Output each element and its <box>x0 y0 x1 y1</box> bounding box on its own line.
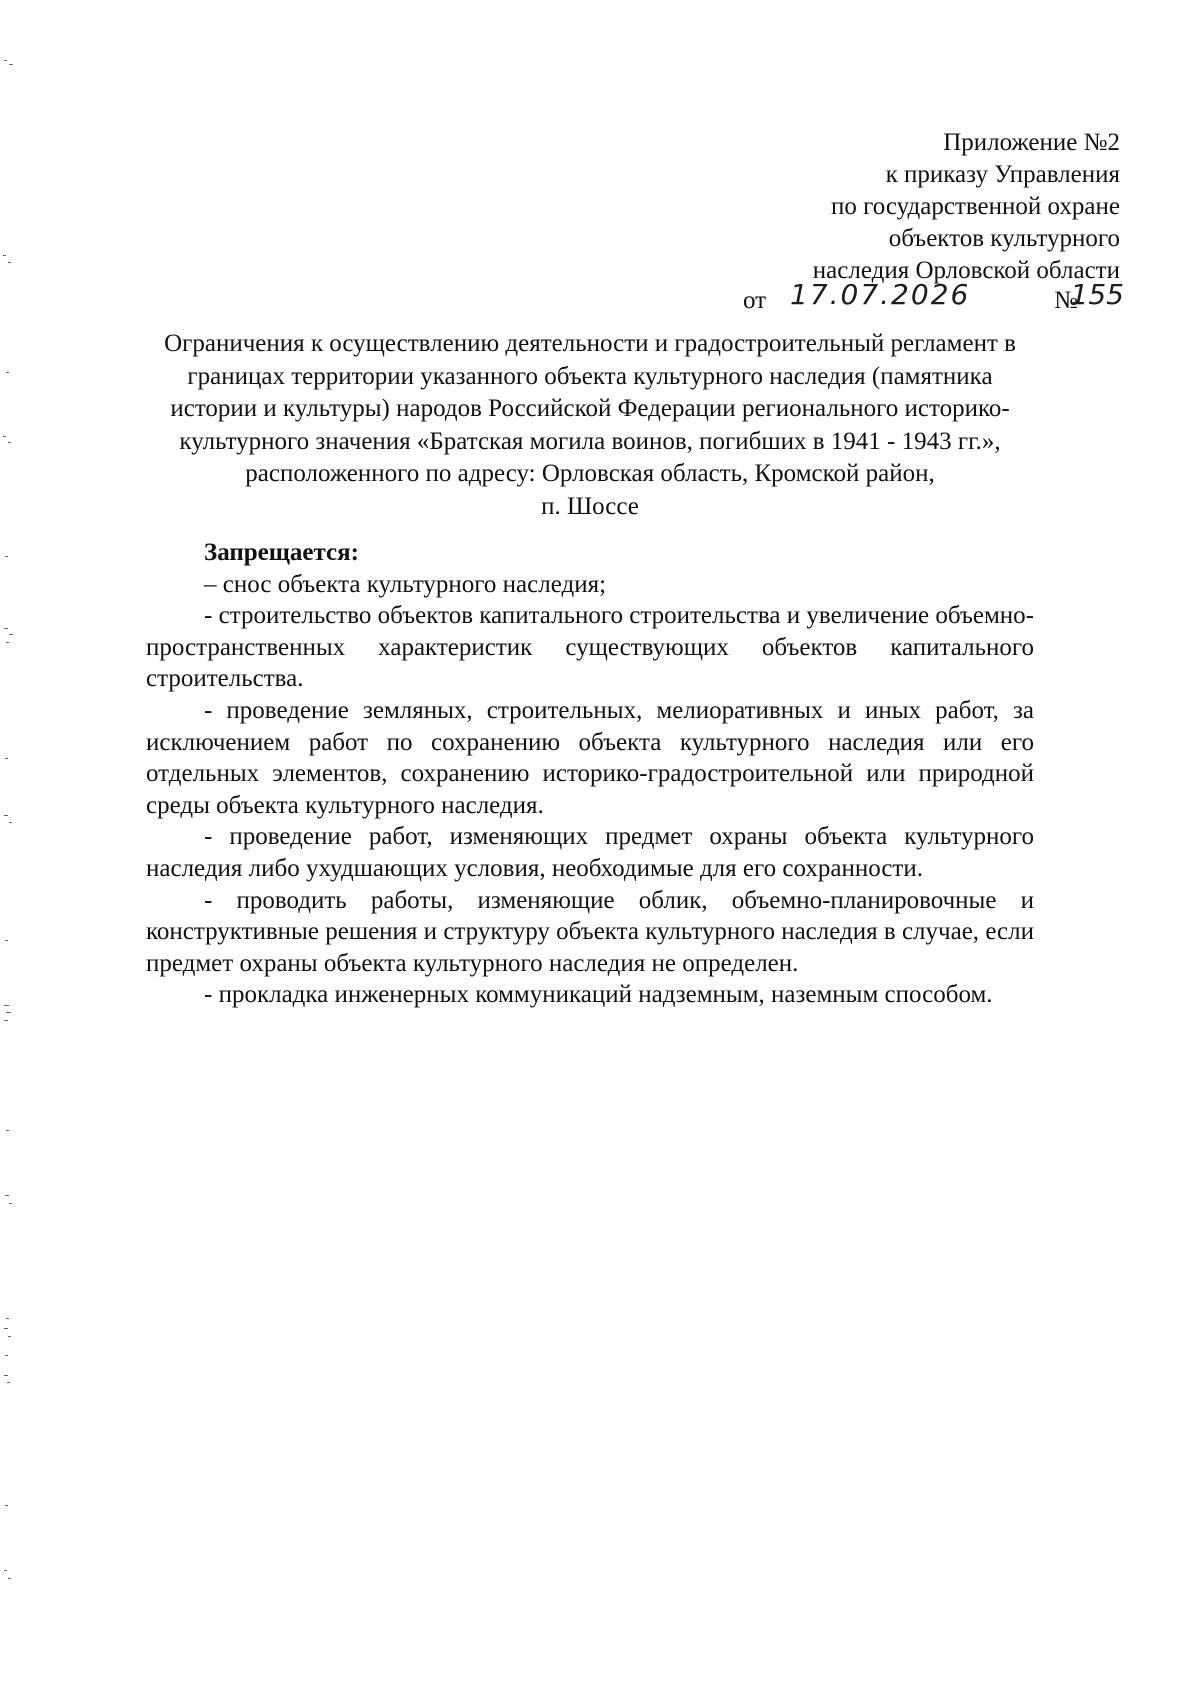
scan-margin-artifacts <box>0 0 22 1697</box>
title-line: культурного значения «Братская могила воинов, погибших в 1941 - 1943 гг.», <box>179 427 1001 455</box>
title-line: Ограничения к осуществлению деятельности и градостроительный регламент в <box>164 330 1016 357</box>
title-line: границах территории указанного объекта культурного наследия (памятника <box>187 362 993 390</box>
title-line: п. Шоссе <box>541 492 639 520</box>
handwritten-number: 155 <box>1070 278 1124 311</box>
annex-department-line3: наследия Орловской области <box>812 257 1120 284</box>
number-label: № <box>1054 287 1078 314</box>
annex-header <box>600 127 1124 319</box>
annex-department-line1: по государственной охране <box>830 193 1120 220</box>
title-line: расположенного по адресу: Орловская область, Кромской район, <box>245 460 935 487</box>
annex-date-number-line <box>600 278 1124 319</box>
document-body <box>146 537 1034 1011</box>
prohibitions-heading: Запрещается: <box>204 539 360 566</box>
date-label: от <box>743 287 767 314</box>
prohibition-item: – снос объекта культурного наследия; <box>204 570 607 598</box>
prohibition-item: - проведение работ, изменяющих предмет охраны объекта культурного наследия либо ухудшающих условия, необходимые для его сохранности. <box>146 823 1034 882</box>
annex-department-line2: объектов культурного <box>888 225 1120 252</box>
document-title <box>120 328 1060 523</box>
prohibition-item: - проводить работы, изменяющие облик, объемно-планировочные и конструктивные решения и структуру объекта культурного наследия в случае, если предмет охраны объекта культурного наследия не определен. <box>146 886 1034 977</box>
annex-title: Приложение №2 <box>943 129 1120 156</box>
title-line: истории и культуры) народов Российской Федерации регионального историко- <box>170 395 1010 422</box>
prohibition-item: - строительство объектов капитального строительства и увеличение объемно-пространственных характеристик существующих объектов капитального строительства. <box>146 602 1034 693</box>
annex-order-ref: к приказу Управления <box>885 161 1120 188</box>
prohibition-item: - прокладка инженерных коммуникаций надземным, наземным способом. <box>204 981 993 1009</box>
handwritten-date: 17.07.2026 <box>790 278 971 311</box>
prohibition-item: - проведение земляных, строительных, мелиоративных и иных работ, за исключением работ по сохранению объекта культурного наследия или его отдельных элементов, сохранению историко-градостроительной или природной среды объекта культурного наследия. <box>146 696 1034 819</box>
